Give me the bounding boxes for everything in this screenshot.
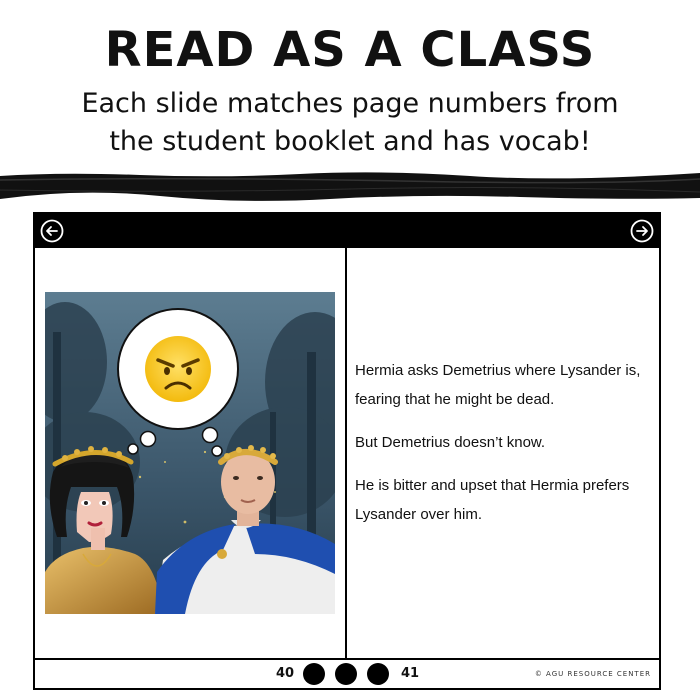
copyright-credit: © AGU RESOURCE CENTER [534,670,651,678]
right-page [347,248,659,658]
brush-stroke-divider [0,170,700,202]
right-page-number: 41 [401,666,420,681]
left-page-number: 40 [276,666,295,681]
story-text [355,356,655,543]
slide-top-bar [35,214,659,248]
story-paragraph: Hermia asks Demetrius where Lysander is, fearing that he might be dead. [355,362,641,408]
subtitle-line-1: Each slide matches page numbers from [81,88,619,119]
nav-dot[interactable] [367,663,389,685]
nav-dot[interactable] [303,663,325,685]
subtitle-line-2: the student booklet and has vocab! [109,126,591,157]
story-paragraph: He is bitter and upset that Hermia prefers Lysander over him. [355,477,630,523]
hermia-demetrius-illustration [45,292,335,614]
slide-preview [33,212,661,690]
promo-header [0,0,700,170]
story-paragraph: But Demetrius doesn’t know. [355,434,546,451]
nav-dot[interactable] [335,663,357,685]
page-title: READ AS A CLASS [104,22,596,78]
slide-footer [35,658,659,688]
arrow-right-circle-icon[interactable] [630,219,654,243]
arrow-left-circle-icon[interactable] [40,219,64,243]
left-page [35,248,347,658]
